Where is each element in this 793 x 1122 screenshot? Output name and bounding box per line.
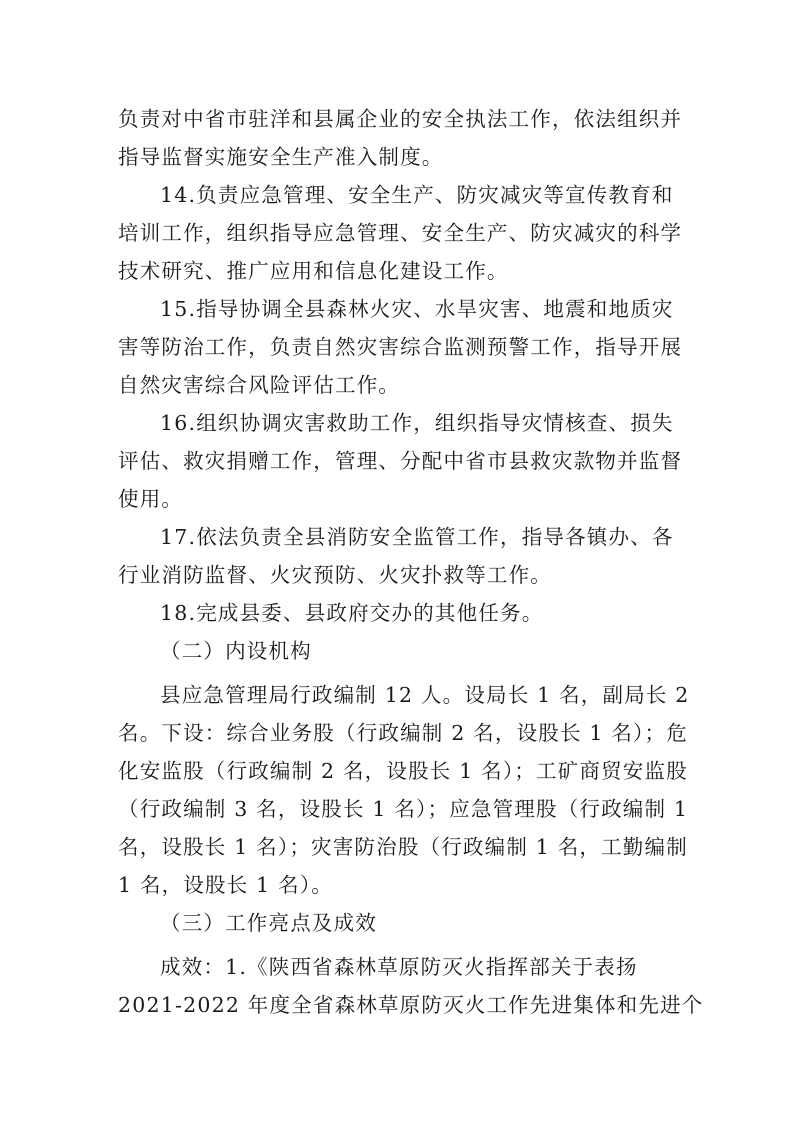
paragraph-line: 县应急管理局行政编制 12 人。设局长 1 名，副局长 2: [160, 683, 690, 707]
paragraph-line: 名，设股长 1 名）；灾害防治股（行政编制 1 名，工勤编制: [118, 835, 688, 859]
list-item-16-line: 16.组织协调灾害救助工作，组织指导灾情核查、损失: [160, 411, 674, 435]
paragraph-line: 2021-2022 年度全省森林草原防灭火工作先进集体和先进个: [118, 993, 704, 1017]
list-item-14-line: 培训工作，组织指导应急管理、安全生产、防灾减灾的科学: [118, 221, 683, 245]
paragraph-line: 1 名，设股长 1 名）。: [118, 873, 333, 897]
list-item-15-line: 害等防治工作，负责自然灾害综合监测预警工作，指导开展: [118, 335, 683, 359]
section-heading: （三）工作亮点及成效: [160, 911, 377, 935]
list-item-17-line: 行业消防监督、火灾预防、火灾扑救等工作。: [118, 563, 552, 587]
list-item-18-line: 18.完成县委、县政府交办的其他任务。: [160, 601, 544, 625]
paragraph-line: 成效：1.《陕西省森林草原防灭火指挥部关于表扬: [160, 955, 638, 979]
list-item-15-line: 15.指导协调全县森林火灾、水旱灾害、地震和地质灾: [160, 297, 674, 321]
list-item-15-line: 自然灾害综合风险评估工作。: [118, 373, 401, 397]
paragraph-line: 负责对中省市驻洋和县属企业的安全执法工作，依法组织并: [118, 107, 683, 131]
list-item-14-line: 14.负责应急管理、安全生产、防灾减灾等宣传教育和: [160, 183, 674, 207]
paragraph-line: 化安监股（行政编制 2 名，设股长 1 名）；工矿商贸安监股: [118, 759, 688, 783]
paragraph-line: 名。下设：综合业务股（行政编制 2 名，设股长 1 名）；危: [118, 721, 688, 745]
section-heading: （二）内设机构: [160, 639, 312, 663]
list-item-16-line: 使用。: [118, 487, 184, 511]
list-item-17-line: 17.依法负责全县消防安全监管工作，指导各镇办、各: [160, 525, 674, 549]
list-item-16-line: 评估、救灾捐赠工作，管理、分配中省市县救灾款物并监督: [118, 449, 683, 473]
paragraph-line: 指导监督实施安全生产准入制度。: [118, 145, 444, 169]
list-item-14-line: 技术研究、推广应用和信息化建设工作。: [118, 259, 509, 283]
paragraph-line: （行政编制 3 名，设股长 1 名）；应急管理股（行政编制 1: [118, 797, 689, 821]
